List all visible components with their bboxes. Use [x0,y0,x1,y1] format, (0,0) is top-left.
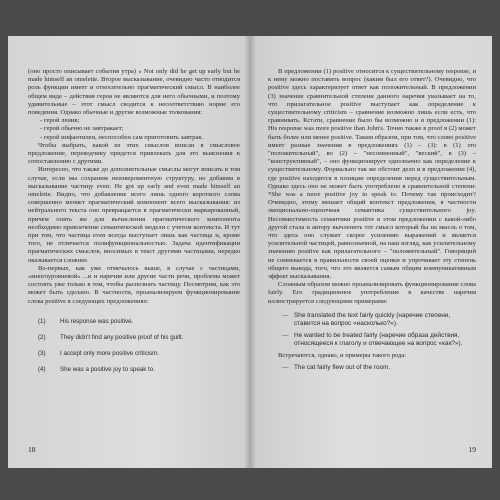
example-text: His response was positive. [60,317,134,325]
bullet-dash: — [282,364,289,372]
page-number: 19 [468,445,476,454]
paragraph: Чтобы выбрать, какой из этих смыслов вписан в смысловое предложение, переводчику придется привлекать для это выяснения к сопоставлению с другими. [28,141,240,166]
paragraph: Интересно, что также до дополнительные смыслы могут вписать в том случае, если мы сохраним неизвероментную структуру, но добавим в высказывание частицу even: He got up early and even made himself an omelette. Видно, что добавление всего лишь одного короткого слова совершенно меняет прагматический компонент всего высказывания: из нейтрального текста оно превращается в прагматически маркированный, причем опять же для вычисления прагматического компонента необходимо привлечение семантической модели с учетом контекста. И тут при том, что частица even всегда выступает лишь как частица и, кроме того, не отличается полифункциональностью. Задача идентификации прагматических смыслов, вносимых в текст другими частицами, нередко оказывается сложнее. [28,166,240,264]
bullet-dash: — [282,311,289,319]
example-text: She was a positive joy to speak to. [60,365,155,373]
example-text: I accept only more positive criticism. [60,349,160,357]
bullet-dash: — [282,331,289,339]
list-item: - герой обычно не завтракает; [40,125,124,133]
paragraph: Сложным образом можно проанализировать функционирование слова fairly. Его традиционное употребление в качестве наречия иллюстрируется следующими примерами: [268,281,476,305]
book-gutter [244,36,256,468]
paragraph: Во-первых, как уже отмечалось выше, в случае с частицами, «многоуровневой» ...и и наречия или другие части речи, проблема может состоять уже только в том, чтобы распознать частицу. Посмотрим, как это может быть сделано. В частности, проанализируем функционирование слова positive в следующих предложениях: [28,264,240,305]
list-item-text: He wanted to be treated fairly (наречие образа действия, относящееся к глаголу и отвечающее на вопрос «как?»). [294,331,463,347]
list-item: - герой инфантилен, неспособен сам приготовить завтрак. [40,133,204,141]
list-item [282,312,476,328]
list-item: - герой ленив; [40,117,80,125]
right-page [250,36,492,468]
example-1 [38,318,240,326]
paragraph: В предложении (1) positive относится к существительному response, и к нему можно поставить вопрос (каким был его ответ?). Очевидно, что positive здесь характеризует ответ как положительный. В предложении (3) значение сравнительной степени данного наречия указывает на то, что прилагательное positive выступает как определение к существительному criticism – сравнение возможно лишь если есть, что сравнивать. Кстати, сравнение было бы возможно и в предложении (1): His response was more positive than John's. Точно также в proof в (2) может быть более или менее positive. Таким образом, при том, что слово positive имеет разные значения в предложениях (1) – (3): в (1) это "положительный", во (2) – "несомненный", "веский", в (3) – "конструктивный", – оно функционирует однозначно как определение к существительному. Формально так же обстоит дело и в предложении (4), где positive находится в позиции определения перед существительным. Однако здесь оно не может быть употреблено в сравнительной степени: *She was a more positive joy to speak to. Почему так происходит? Очевидно, этому мешает общий контекст предложения, в частности эмоционально-оценочная семантика существительного joy. Несовместимость семантики positive в этом предложении с какой-либо другой стала и автору вычленить тот смысл который бы на мысль о том, что здесь оно служит скорее усилению выражений и является усилительной частицей, равнозначной, на наш взгляд, как усилительному значению positive как прилагательного – "положительный". Говорящий не сомневается в правильности своей оценки и упрочивает эту степень общего вывода, того, что это является самым общим коммуникативным эффект высказывания. [268,68,476,281]
example-3 [38,350,240,358]
paragraph: Встречаются, однако, и примеры такого рода: [278,351,407,359]
list-item-text: She translated the text fairly quickly (наречие степени, ставится на вопрос «насколько?»). [294,311,451,327]
example-number: (2) [38,333,46,341]
example-text: They didn't find any positive proof of his guilt. [60,333,184,341]
example-number: (4) [38,365,46,373]
example-number: (1) [38,317,46,325]
left-page [8,36,250,468]
book-spread [8,36,492,468]
example-2 [38,334,240,342]
page-number: 18 [28,445,36,454]
example-4 [38,366,240,374]
list-item [282,364,476,372]
list-item-text: The cat fairly flew out of the room. [294,364,391,372]
list-item [282,332,476,348]
example-number: (3) [38,349,46,357]
paragraph: (оно просто описывает события утра) « Not only did he get up early but he made himself an omelette. Второе высказывание, очевидно часто отводится роль функции имеет и относительно прагматический смысл. В наиболее общем виде – действия героя не являются для него обычными, и поэтому удивительные – этот смысл сводится к несоответствию норме его поведения. Однако обычные и другие возможные толкования: [28,68,240,117]
